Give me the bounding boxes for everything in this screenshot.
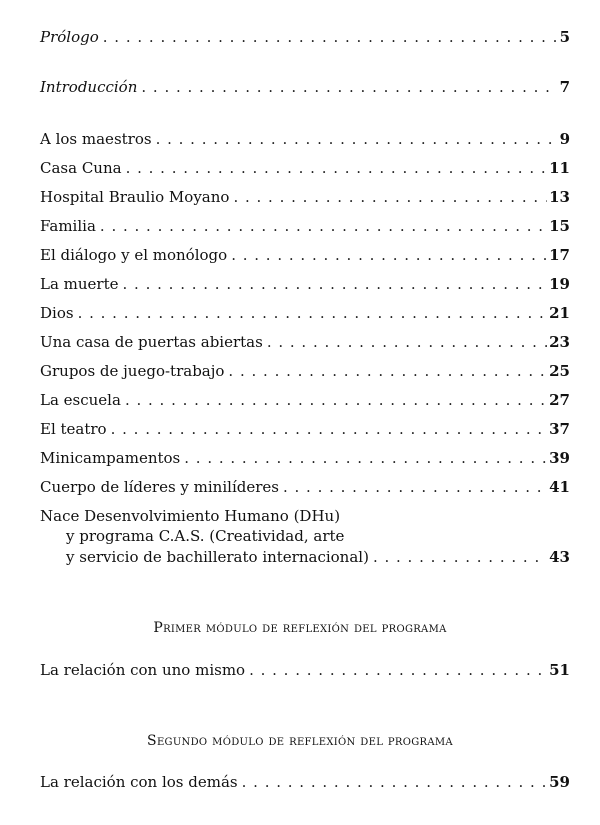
dot-leader	[228, 362, 547, 380]
dot-leader	[249, 661, 547, 679]
toc-entry-title: Grupos de juego-trabajo	[40, 362, 225, 380]
dot-leader	[100, 217, 547, 235]
toc-entry-title: El teatro	[40, 420, 107, 438]
toc-entry	[40, 362, 570, 380]
toc-entry-page: 43	[549, 548, 570, 566]
toc-entry	[40, 304, 570, 322]
toc-entry-page: 59	[549, 773, 570, 791]
toc-entry	[40, 275, 570, 293]
toc-entry	[40, 188, 570, 206]
dot-leader	[283, 478, 547, 496]
toc-entry-title: La muerte	[40, 275, 119, 293]
section-heading-module-2: Segundo módulo de reflexión del programa	[147, 733, 453, 749]
toc-entry-page: 39	[549, 449, 570, 467]
toc-entry-title: Dios	[40, 304, 74, 322]
dot-leader	[126, 159, 548, 177]
toc-entry-page: 21	[549, 304, 570, 322]
dot-leader	[156, 130, 558, 148]
toc-entry-page: 51	[549, 661, 570, 679]
toc-entry-title: La relación con uno mismo	[40, 661, 246, 679]
toc-entry-page: 13	[549, 188, 570, 206]
dot-leader	[242, 773, 548, 791]
toc-entry-title: y programa C.A.S. (Creatividad, arte	[66, 527, 345, 545]
toc-entry-page: 37	[549, 420, 570, 438]
dot-leader	[231, 246, 547, 264]
toc-entry-page: 5	[559, 28, 570, 46]
toc-entry-multiline-line1	[40, 507, 570, 525]
toc-entry-title: Casa Cuna	[40, 159, 122, 177]
toc-entry-page: 7	[559, 78, 570, 96]
dot-leader	[111, 420, 548, 438]
dot-leader	[184, 449, 547, 467]
toc-entry	[40, 661, 570, 679]
toc-entry-multiline-line3	[66, 548, 570, 566]
dot-leader	[78, 304, 548, 322]
toc-entry-introduccion	[40, 78, 570, 96]
dot-leader	[125, 391, 547, 409]
dot-leader	[233, 188, 547, 206]
toc-entry-multiline-line2	[40, 527, 596, 545]
toc-entry	[40, 773, 570, 791]
toc-entry-page: 27	[549, 391, 570, 409]
toc-entry-prologo	[40, 28, 570, 46]
toc-entry-title: Nace Desenvolvimiento Humano (DHu)	[40, 507, 341, 525]
toc-entry-page: 15	[549, 217, 570, 235]
toc-entry-page: 23	[549, 333, 570, 351]
toc-entry-title: Introducción	[40, 78, 138, 96]
toc-entry-title: El diálogo y el monólogo	[40, 246, 228, 264]
section-heading-module-1: Primer módulo de reflexión del programa	[153, 620, 447, 636]
toc-entry	[40, 449, 570, 467]
toc-entry	[40, 159, 570, 177]
toc-entry-page: 11	[549, 159, 570, 177]
toc-entry	[40, 478, 570, 496]
toc-entry-title: Prólogo	[40, 28, 99, 46]
toc-entry-page: 25	[549, 362, 570, 380]
toc-entry-title: y servicio de bachillerato internacional)	[66, 548, 369, 566]
dot-leader	[103, 28, 558, 46]
toc-entry	[40, 391, 570, 409]
toc-entry-title: La escuela	[40, 391, 121, 409]
toc-entry	[40, 333, 570, 351]
dot-leader	[373, 548, 547, 566]
toc-entry	[40, 217, 570, 235]
dot-leader	[267, 333, 547, 351]
toc-entry	[40, 130, 570, 148]
toc-entry-page: 41	[549, 478, 570, 496]
toc-entry-title: Una casa de puertas abiertas	[40, 333, 263, 351]
toc-entry	[40, 420, 570, 438]
toc-entry-title: La relación con los demás	[40, 773, 238, 791]
toc-entry-title: A los maestros	[40, 130, 152, 148]
toc-entry-page: 19	[549, 275, 570, 293]
toc-entry-title: Cuerpo de líderes y minilíderes	[40, 478, 279, 496]
toc-entry	[40, 246, 570, 264]
dot-leader	[141, 78, 557, 96]
toc-entry-page: 17	[549, 246, 570, 264]
toc-entry-title: Familia	[40, 217, 96, 235]
toc-entry-title: Hospital Braulio Moyano	[40, 188, 230, 206]
dot-leader	[123, 275, 548, 293]
toc-entry-page: 9	[559, 130, 570, 148]
toc-entry-title: Minicampamentos	[40, 449, 181, 467]
